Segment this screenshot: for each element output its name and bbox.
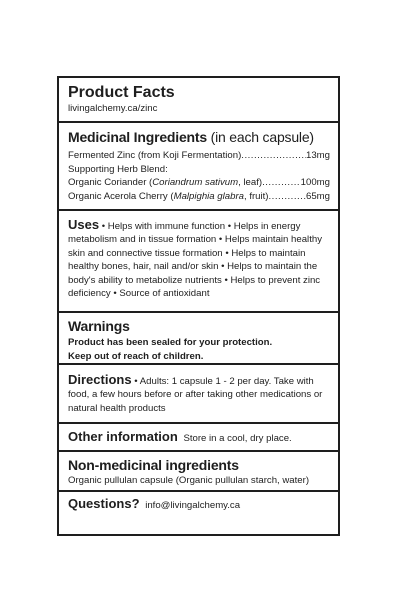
questions-paragraph [68, 497, 330, 512]
medicinal-ingredients-title: Medicinal Ingredients [68, 129, 207, 145]
medicinal-ingredients-heading [68, 129, 330, 146]
warnings-title: Warnings [68, 318, 130, 334]
ingredient-amount: 100mg [300, 177, 330, 188]
ingredient-row [68, 163, 330, 177]
ingredient-row [68, 190, 330, 204]
other-information-title: Other information [68, 429, 178, 444]
directions-title: Directions [68, 372, 132, 387]
questions-email: info@livingalchemy.ca [145, 500, 241, 511]
other-information-paragraph [68, 430, 330, 445]
product-url: livingalchemy.ca/zinc [68, 103, 158, 114]
uses-paragraph [68, 218, 330, 300]
non-medicinal-title: Non-medicinal ingredients [68, 457, 239, 473]
product-facts-title: Product Facts [68, 84, 175, 101]
non-medicinal-text: Organic pullulan capsule (Organic pullulan starch, water) [68, 475, 310, 486]
medicinal-ingredients-section [59, 123, 338, 211]
ingredient-amount: 65mg [306, 190, 330, 202]
leader-dots [262, 176, 301, 190]
questions-section [59, 492, 338, 517]
directions-section [59, 365, 338, 424]
product-facts-header [59, 78, 338, 123]
uses-title: Uses [68, 217, 100, 232]
product-facts-label [57, 76, 340, 536]
ingredient-row [68, 176, 330, 190]
warning-line: Keep out of reach of children. [68, 350, 204, 362]
non-medicinal-section [59, 452, 338, 492]
ingredient-name: Organic Coriander (Coriandrum sativum, leaf) [68, 177, 263, 188]
other-information-section [59, 424, 338, 452]
uses-section [59, 211, 338, 313]
ingredient-name: Fermented Zinc (from Koji Fermentation) [68, 150, 242, 161]
leader-dots [241, 149, 306, 163]
directions-text: • Adults: 1 capsule 1 - 2 per day. Take with food, a few hours before or after taking other medications or natural health products [68, 376, 323, 414]
questions-title: Questions? [68, 496, 140, 511]
leader-dots [269, 190, 306, 204]
other-information-text: Store in a cool, dry place. [183, 433, 292, 444]
medicinal-ingredients-suffix: (in each capsule) [210, 129, 314, 145]
ingredient-name: Organic Acerola Cherry (Malpighia glabra, fruit) [68, 190, 269, 202]
directions-paragraph [68, 373, 330, 415]
ingredient-row [68, 149, 330, 163]
warning-line: Product has been sealed for your protection. [68, 337, 273, 348]
uses-text: • Helps with immune function • Helps in energy metabolism and in tissue formation • Helps maintain healthy skin and connective tissue formation • Helps to maintain healthy bones, hair, nail and/or skin • Helps to maintain the body's ability to metabolize nutrients • Helps to prevent zinc deficiency • Source of antioxidant [68, 221, 322, 300]
ingredient-name: Supporting Herb Blend: [68, 163, 168, 175]
warnings-section [59, 313, 338, 365]
ingredient-amount: 13mg [306, 150, 330, 161]
